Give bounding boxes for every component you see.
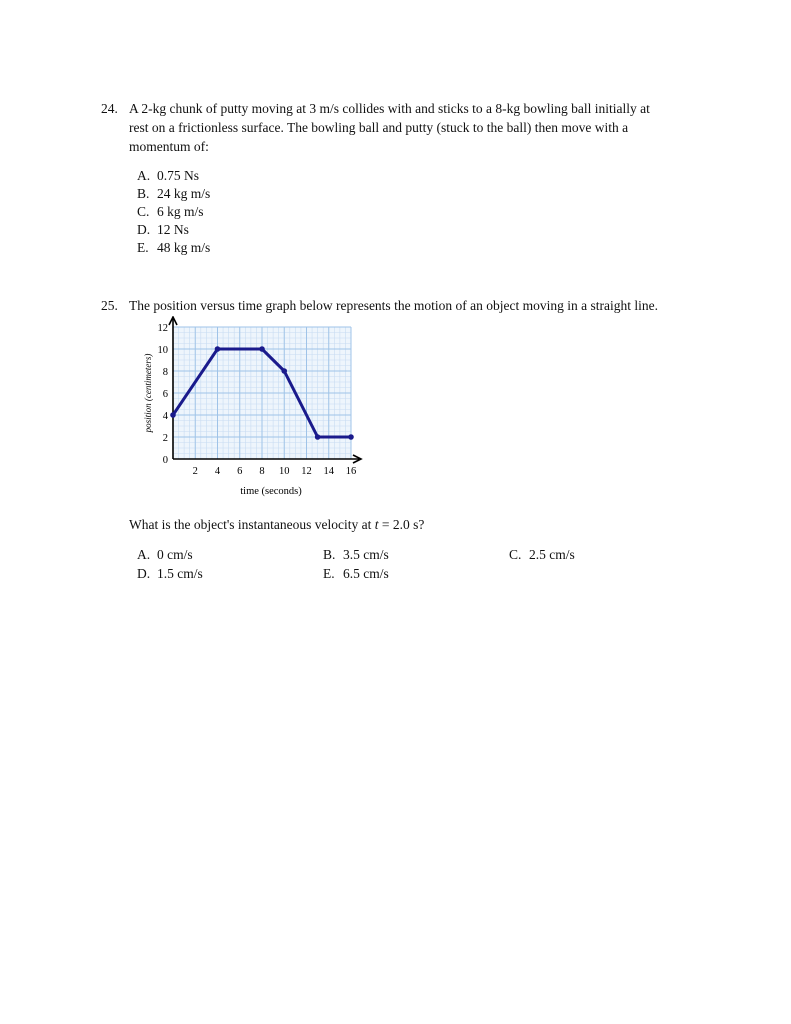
- x-tick-labels: [193, 466, 357, 477]
- x-tick-label: 8: [259, 466, 265, 477]
- question-text: [129, 296, 658, 315]
- y-tick-label: 4: [162, 411, 168, 422]
- data-point: [170, 412, 176, 418]
- choice-letter: B.: [137, 186, 150, 201]
- x-tick-label: 16: [345, 466, 357, 477]
- choice-letter: D.: [137, 222, 151, 237]
- data-point: [215, 346, 221, 352]
- choice-d[interactable]: [137, 564, 203, 583]
- choice-d[interactable]: [137, 220, 189, 239]
- choice-letter: D.: [137, 566, 151, 581]
- choice-letter: E.: [137, 240, 149, 255]
- y-tick-label: 6: [162, 389, 168, 400]
- sub-question-var: t: [374, 517, 379, 532]
- choice-b[interactable]: [137, 184, 210, 203]
- question-24: [101, 99, 701, 269]
- y-tick-label: 0: [162, 455, 168, 466]
- choice-text: 1.5 cm/s: [157, 566, 203, 581]
- data-point: [259, 346, 265, 352]
- choice-text: 12 Ns: [157, 222, 189, 237]
- x-tick-label: 6: [237, 466, 243, 477]
- choice-text: 24 kg m/s: [157, 186, 211, 201]
- choice-letter: C.: [509, 547, 522, 562]
- x-tick-label: 4: [214, 466, 221, 477]
- choice-c[interactable]: [137, 202, 204, 221]
- question-number: 25.: [101, 298, 118, 313]
- choice-text: 0.75 Ns: [157, 168, 200, 183]
- data-point: [315, 434, 321, 440]
- choice-text: 2.5 cm/s: [529, 547, 575, 562]
- choice-text: 6.5 cm/s: [343, 566, 389, 581]
- choice-e[interactable]: [137, 238, 210, 257]
- choice-letter: A.: [137, 168, 151, 183]
- y-tick-label: 12: [157, 323, 168, 334]
- question-number: 24.: [101, 101, 118, 116]
- choice-letter: B.: [323, 547, 336, 562]
- choice-b[interactable]: [323, 545, 389, 564]
- question-line: momentum of:: [129, 139, 209, 154]
- y-tick-label: 10: [157, 345, 168, 356]
- question-line: The position versus time graph below represents the motion of an object moving in a straight line.: [129, 298, 659, 313]
- y-tick-label: 2: [162, 433, 168, 444]
- choice-c[interactable]: [509, 545, 575, 564]
- choice-a[interactable]: [137, 166, 199, 185]
- data-point: [348, 434, 354, 440]
- choice-letter: E.: [323, 566, 335, 581]
- choice-e[interactable]: [323, 564, 389, 583]
- choice-letter: A.: [137, 547, 151, 562]
- question-line: rest on a frictionless surface. The bowling ball and putty (stuck to the ball) then move with a: [129, 120, 629, 135]
- sub-question: [129, 515, 424, 534]
- x-tick-label: 2: [192, 466, 198, 477]
- x-axis-label: time (seconds): [240, 486, 302, 497]
- sub-question-suffix: = 2.0 s?: [378, 517, 425, 532]
- choice-text: 3.5 cm/s: [343, 547, 389, 562]
- choice-letter: C.: [137, 204, 150, 219]
- data-point: [281, 368, 287, 374]
- position-time-chart: [138, 316, 368, 500]
- choice-text: 48 kg m/s: [157, 240, 211, 255]
- choice-text: 0 cm/s: [157, 547, 193, 562]
- y-tick-labels: [158, 323, 169, 466]
- question-text: [129, 99, 650, 156]
- sub-question-prefix: What is the object's instantaneous velocity at: [129, 517, 375, 532]
- x-tick-label: 12: [301, 466, 312, 477]
- x-tick-label: 14: [323, 466, 334, 477]
- choice-text: 6 kg m/s: [157, 204, 204, 219]
- question-line: A 2-kg chunk of putty moving at 3 m/s collides with and sticks to a 8-kg bowling ball initially at: [129, 101, 650, 116]
- choice-a[interactable]: [137, 545, 193, 564]
- y-axis-label: position (centimeters): [143, 353, 153, 433]
- y-tick-label: 8: [162, 367, 168, 378]
- x-tick-label: 10: [279, 466, 290, 477]
